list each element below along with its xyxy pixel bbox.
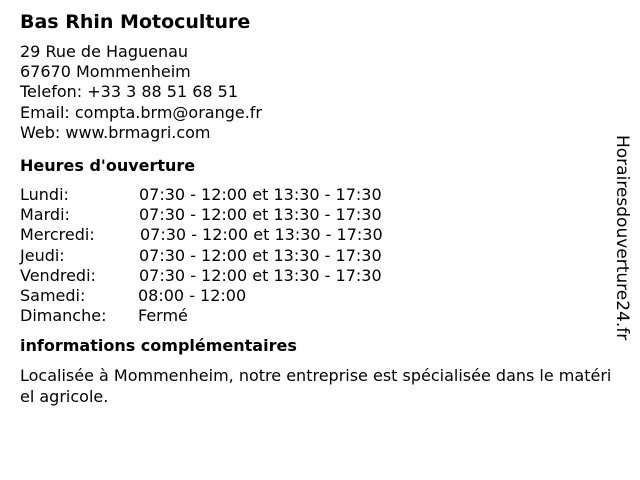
business-description: Localisée à Mommenheim, notre entreprise est spécialisée dans le matériel agricole. bbox=[20, 366, 612, 406]
day-times: 07:30 - 12:00 et 13:30 - 17:30 bbox=[139, 185, 382, 205]
additional-info-heading: informations complémentaires bbox=[20, 336, 297, 356]
business-name: Bas Rhin Motoculture bbox=[20, 11, 251, 33]
hours-row-samedi bbox=[20, 286, 610, 306]
email-line: Email: compta.brm@orange.fr bbox=[20, 102, 263, 122]
site-watermark: Horairesdouverture24.fr bbox=[612, 135, 632, 341]
day-label: Mardi: bbox=[20, 205, 70, 225]
day-label: Dimanche: bbox=[20, 306, 107, 326]
day-label: Samedi: bbox=[20, 285, 86, 305]
day-label: Jeudi: bbox=[20, 245, 65, 265]
day-times: 08:00 - 12:00 bbox=[138, 285, 247, 305]
address-city: 67670 Mommenheim bbox=[20, 62, 191, 82]
day-label: Mercredi: bbox=[20, 225, 95, 245]
web-line: Web: www.brmagri.com bbox=[20, 122, 211, 142]
opening-hours-table bbox=[20, 185, 610, 326]
day-label: Vendredi: bbox=[20, 265, 96, 285]
hours-row-lundi bbox=[20, 185, 610, 205]
phone-line: Telefon: +33 3 88 51 68 51 bbox=[20, 82, 239, 102]
hours-row-mardi bbox=[20, 205, 610, 225]
hours-row-dimanche bbox=[20, 306, 610, 326]
day-label: Lundi: bbox=[20, 185, 69, 205]
address-street: 29 Rue de Haguenau bbox=[20, 42, 189, 61]
business-card bbox=[20, 10, 610, 407]
hours-row-vendredi bbox=[20, 266, 610, 286]
contact-block bbox=[20, 42, 610, 143]
hours-row-mercredi bbox=[20, 225, 610, 245]
day-times: Fermé bbox=[138, 306, 188, 326]
hours-row-jeudi bbox=[20, 246, 610, 266]
opening-hours-heading: Heures d'ouverture bbox=[20, 156, 196, 176]
day-times: 07:30 - 12:00 et 13:30 - 17:30 bbox=[139, 205, 382, 225]
day-times: 07:30 - 12:00 et 13:30 - 17:30 bbox=[139, 245, 382, 265]
day-times: 07:30 - 12:00 et 13:30 - 17:30 bbox=[140, 225, 383, 245]
day-times: 07:30 - 12:00 et 13:30 - 17:30 bbox=[139, 265, 382, 285]
